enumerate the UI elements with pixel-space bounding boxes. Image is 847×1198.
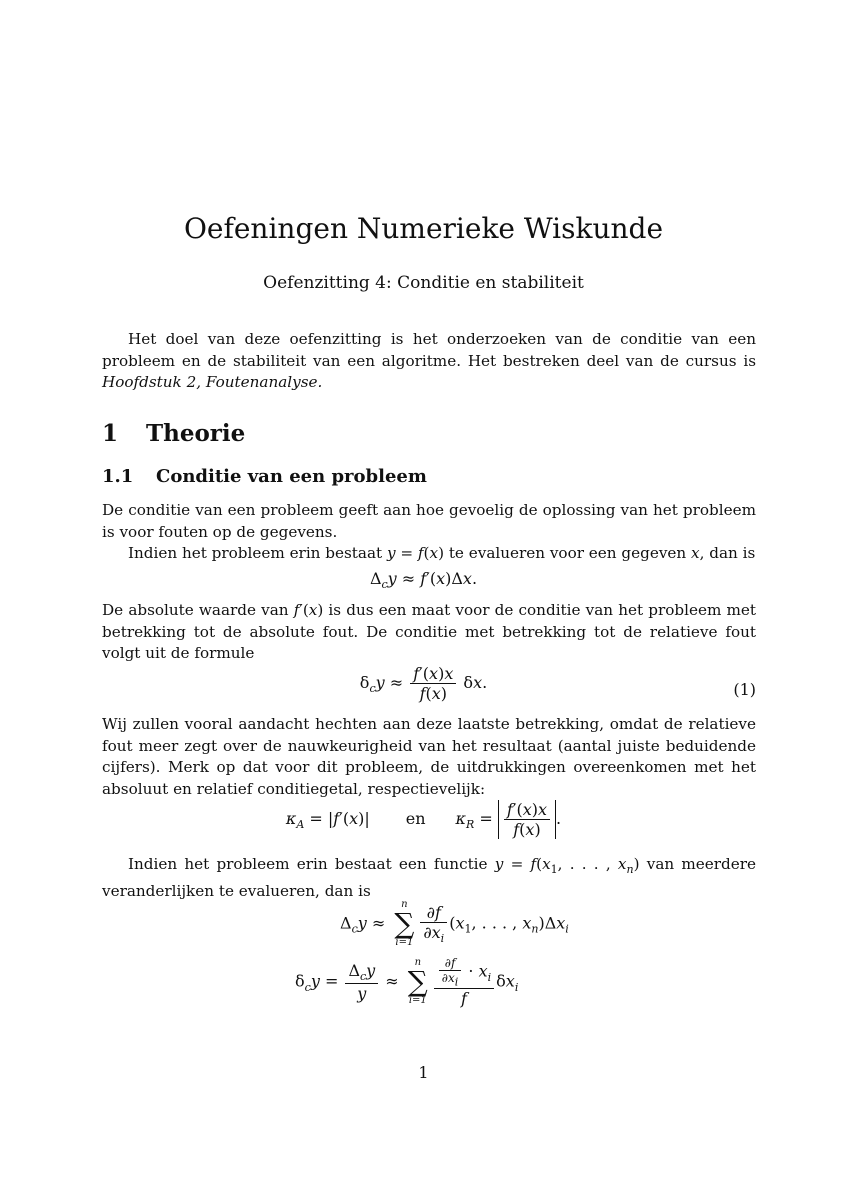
paragraph-multivariable: Indien het probleem erin bestaat een functie $y = f(x_1$, . . . , $x_n$) van meerdere veranderlijken te evalueren, dan is — [102, 855, 756, 900]
page-number: 1 — [418, 1063, 429, 1082]
section-title: Theorie — [146, 420, 246, 447]
section-number: 1 — [102, 420, 119, 447]
document-subtitle: Oefenzitting 4: Conditie en stabiliteit — [263, 273, 584, 293]
equation-multivariable-absolute: $\Delta_cy$ ≈ n ∑ i=1 $\frac{\partial f}{\partial x_i}$ ($x_1$, . . . , $x_n)\Delta x_i$ — [340, 899, 569, 948]
intro-paragraph — [102, 329, 756, 394]
summation-symbol: n ∑ i=1 — [407, 957, 428, 1007]
paragraph-absolute-value: De absolute waarde van f′(x) is dus een maat voor de conditie van het probleem met betrekking tot de absolute fout. De conditie met betrekking tot de relatieve fout volgt uit de formule — [102, 601, 756, 662]
subsection-heading — [102, 466, 427, 487]
fraction-fprime-x-over-f: $\frac{f'(x)x}{f(x)}$ — [410, 664, 456, 703]
p2-text-c: , dan is — [699, 544, 756, 562]
section-heading — [102, 420, 245, 447]
inline-math-fprime: f — [293, 601, 300, 619]
intro-emphasis: Hoofdstuk 2, Foutenanalyse. — [102, 373, 323, 391]
p2-text-b: te evalueren voor een gegeven — [444, 544, 691, 562]
equation-condition-numbers: $\kappa_A = |f'(x)|$ en $\kappa_R$ = $\frac{f'(x)x}{f(x)}$ . — [285, 800, 562, 839]
equation-relative-error: $\delta_cy$ ≈ $\frac{f'(x)x}{f(x)}$ δx. — [359, 664, 488, 703]
summation-symbol: n ∑ i=1 — [394, 899, 415, 948]
equation-multivariable-relative: $\delta_cy$ = $\frac{\Delta_cy}{y}$ ≈ n ∑ i=1 $\frac{\partial f}{\partial x_i}$ · $x_i$ f $\delta x_i$ — [295, 956, 519, 1009]
paragraph-condition-intro: De conditie van een probleem geeft aan hoe gevoelig de oplossing van het probleem is voor fouten op de gegevens. — [102, 501, 756, 541]
absolute-value-bars: $\frac{f'(x)x}{f(x)}$ — [498, 800, 556, 839]
paragraph-single-variable: Indien het probleem erin bestaat y = f(x) te evalueren voor een gegeven x, dan is — [128, 544, 756, 562]
p2-text-a: Indien het probleem erin bestaat — [128, 544, 387, 562]
subsection-number: 1.1 — [102, 466, 134, 487]
paragraph-relative-emphasis: Wij zullen vooral aandacht hechten aan deze laatste betrekking, omdat de relatieve fout meer zegt over de nauwkeurigheid van het resultaat (aantal juiste beduidende cijfers). Merk op dat voor dit probleem, de uitdrukkingen overeenkomen met het absoluut en relatief conditiegetal, respectievelijk: — [102, 715, 756, 798]
inline-math-x: x — [691, 544, 700, 562]
intro-text: Het doel van deze oefenzitting is het onderzoeken van de conditie van een probleem en de stabiliteit van een algoritme. Het bestreken deel van de cursus is — [102, 330, 756, 370]
p5-text-b: van meerdere veranderlijken te evalueren, dan is — [102, 855, 756, 900]
word-en: en — [405, 809, 426, 828]
equation-absolute-error: $\Delta_cy \approx f'(x)\Delta x$. — [369, 569, 478, 592]
subsection-title: Conditie van een probleem — [156, 466, 427, 487]
document-title: Oefeningen Numerieke Wiskunde — [183, 212, 664, 245]
inline-math-y-fx: y — [386, 544, 396, 562]
p3-text-a: De absolute waarde van — [102, 601, 294, 619]
p3-text-b: is dus een maat voor de conditie van het probleem met betrekking tot de absolute fout. De conditie met betrekking tot de relatieve fout volgt uit de formule — [102, 601, 756, 662]
equation-number: (1) — [733, 680, 756, 699]
p5-text-a: Indien het probleem erin bestaat een functie — [128, 855, 495, 873]
